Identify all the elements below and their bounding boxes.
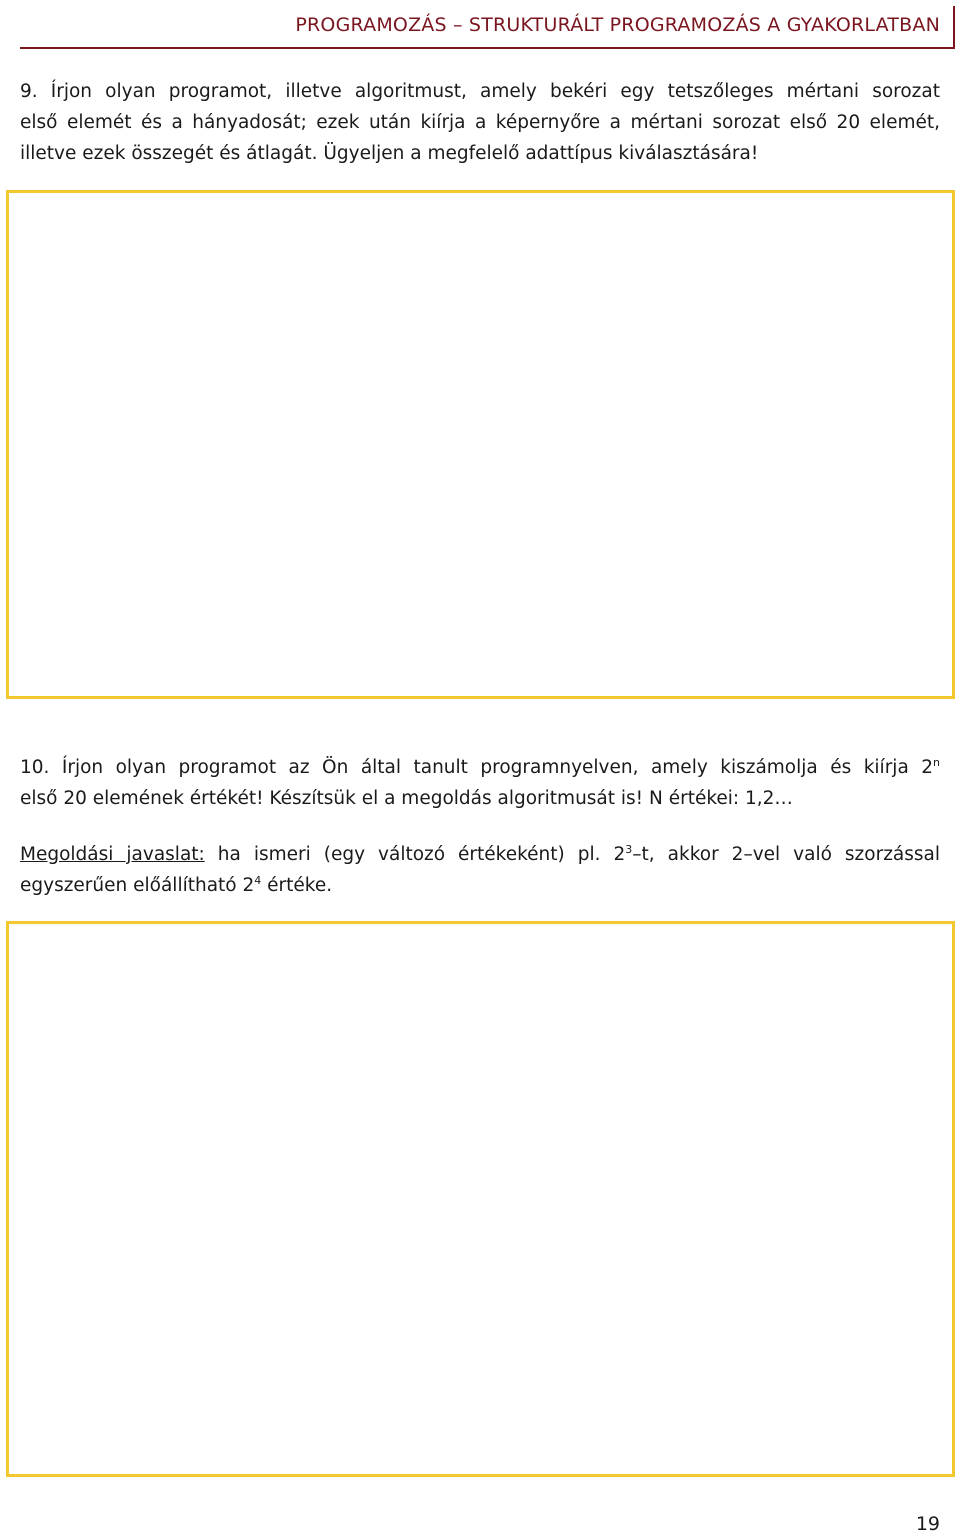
task-10-answer-box[interactable] [6, 921, 955, 1477]
task-10-line-2: első 20 elemének értékét! Készítsük el a megoldás algoritmusát is! N értékei: 1,2… [20, 788, 793, 809]
task-10-hint-line-1 [20, 839, 940, 870]
hint-text-a: ha ismeri (egy változó értékeként) pl. 2 [204, 844, 626, 865]
task-10-exponent-n: n [933, 756, 940, 769]
hint-line-2-a: egyszerűen előállítható 2 [20, 875, 255, 896]
hint-label: Megoldási javaslat: [20, 844, 205, 865]
page-number: 19 [915, 1513, 940, 1535]
task-10-hint [20, 839, 940, 901]
task-9-line-1: 9. Írjon olyan programot, illetve algoritmust, amely bekéri egy tetszőleges mértani sorozat [20, 81, 940, 102]
task-10-line-1-text: 10. Írjon olyan programot az Ön által tanult programnyelven, amely kiszámolja és kiírja 2 [20, 757, 934, 778]
task-10-line-1 [20, 752, 940, 783]
hint-text-b: –t, akkor 2–vel való szorzással [632, 844, 940, 865]
task-10-hint-line-2 [20, 870, 940, 901]
task-10-text [20, 752, 940, 814]
hint-line-2-b: értéke. [261, 875, 333, 896]
header-title: PROGRAMOZÁS – STRUKTURÁLT PROGRAMOZÁS A GYAKORLATBAN [295, 14, 940, 36]
task-9-line-2: első elemét és a hányadosát; ezek után kiírja a képernyőre a mértani sorozat első 20 elemét, [20, 112, 940, 133]
task-9-line-3: illetve ezek összegét és átlagát. Ügyeljen a megfelelő adattípus kiválasztására! [20, 143, 759, 164]
hint-exponent-4: 4 [254, 874, 262, 887]
task-9-text [20, 76, 940, 169]
header-rule [20, 47, 955, 49]
task-9-answer-box[interactable] [6, 190, 955, 699]
header-tick [953, 6, 955, 49]
hint-exponent-3: 3 [625, 843, 633, 856]
